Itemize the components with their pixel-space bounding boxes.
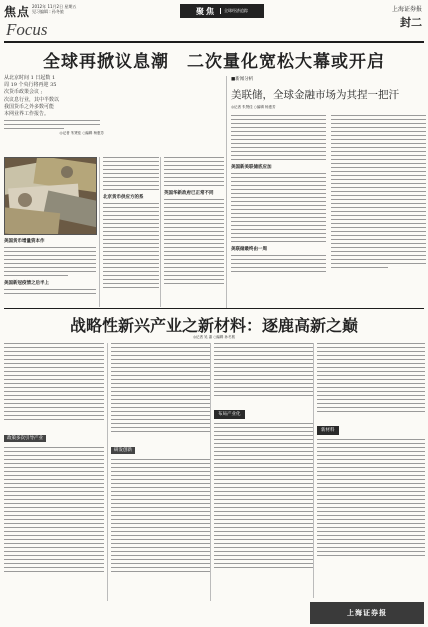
lower-col-1-text [4,343,104,420]
section-box-title: 聚焦 [196,6,216,16]
focus-label: Focus [6,20,48,39]
main-headline: 全球再掀议息潮 二次量化宽松大幕或开启 [43,52,385,72]
left-subhead-1: 美国货币增量资本作 [4,239,45,244]
tag-4-wrap [317,416,425,435]
mid2-text-2 [164,199,224,284]
section-divider [4,308,424,309]
section-tag: 布局产业化 [214,410,245,419]
footer-advert [310,602,424,624]
lower-col-1 [4,343,104,601]
mid-subhead-2: 英国华新政府已正常不同 [164,191,214,196]
mid1-text-2 [103,203,159,288]
lower-col-4-text-2 [317,439,425,556]
right-headline: 美联储，全球金融市场为其捏一把汗 [231,89,399,101]
left-text-1 [4,247,96,276]
right-byline: ◎记者 朱贤佳 ○编辑 杨惠芳 [231,105,276,109]
section-tag: 研发创新 [111,447,135,454]
section-box [180,4,264,18]
right-col-a-text-2 [231,173,326,242]
mid-subhead-1: 北京货币供应方的系 [103,195,144,200]
tag-2-wrap [111,436,211,455]
lead-block [4,75,104,153]
lead-line: 我国货币之外多数可能 [4,103,55,110]
section-box-sub: 全球经济追踪 [220,8,248,14]
lower-col-1-text-2 [4,447,104,572]
section-tag: 政策多次引导产业 [4,435,46,442]
right-col-b [331,115,426,272]
right-col-a-text [231,115,326,160]
section-tag: 新材料 [317,426,339,435]
left-text-2 [4,289,96,294]
left-column [4,238,96,304]
section-name: 焦点 [4,5,31,19]
lower-col-4-text [317,343,425,412]
lead-line: 次议息行业，其中半数以 [4,96,60,103]
currency-image [5,158,96,234]
lower-col-3 [210,343,314,601]
tag-3-wrap [214,400,314,419]
right-col-b-text [331,115,426,268]
mid2-text [164,157,224,186]
lead-text [4,75,104,118]
mid-column-2 [160,157,224,307]
lead-byline: ◎记者 朱贤佳 ○编辑 杨惠芳 [59,131,104,136]
right-article [226,76,428,308]
lower-byline: ◎记者 吴 嘉 ○编辑 孙冬旅 [192,335,236,339]
lead-line: 周 19 个央行将再迎 35 [4,82,57,89]
left-subhead-2: 美国新冠疫情之后半上 [4,281,49,286]
lead-text-body [4,120,104,129]
lower-col-3-text [214,343,314,396]
lower-col-2-text [111,343,211,432]
news-kicker: ■新闻分析 [231,77,254,82]
right-subhead-1: 美国新美联储底应加 [231,165,272,170]
right-col-a [231,115,326,272]
right-columns [231,115,428,272]
footer-advert-text: 上海证券报 [347,609,387,617]
mid1-text [103,157,159,190]
lower-col-4 [313,343,425,598]
date-text: 2012年 11月2日 星期五 [32,4,77,9]
edition-label: 封二 [400,16,422,29]
desk-text: 见习编辑 : 孙冬旅 [32,9,64,14]
lead-line: 从北京时间 1 日起数 1 [4,75,56,81]
lower-col-3-text-2 [214,423,314,568]
lower-headline: 战略性新兴产业之新材料：逐鹿高新之巅 [69,316,358,335]
date-line [32,4,76,14]
lower-col-2-text-2 [111,459,211,572]
right-subhead-2: 美联储最终由一周 [231,247,267,252]
masthead [4,3,424,43]
right-col-a-text-3 [231,255,326,272]
lower-col-2 [107,343,211,601]
tag-1-wrap [4,424,104,443]
lead-line: 本网业界工作报告。 [4,111,50,118]
lead-line: 次货币政策会议 ; [4,89,43,96]
currency-photo [4,157,97,235]
mid-column-1 [99,157,159,307]
paper-name: 上海证券报 [391,6,422,13]
